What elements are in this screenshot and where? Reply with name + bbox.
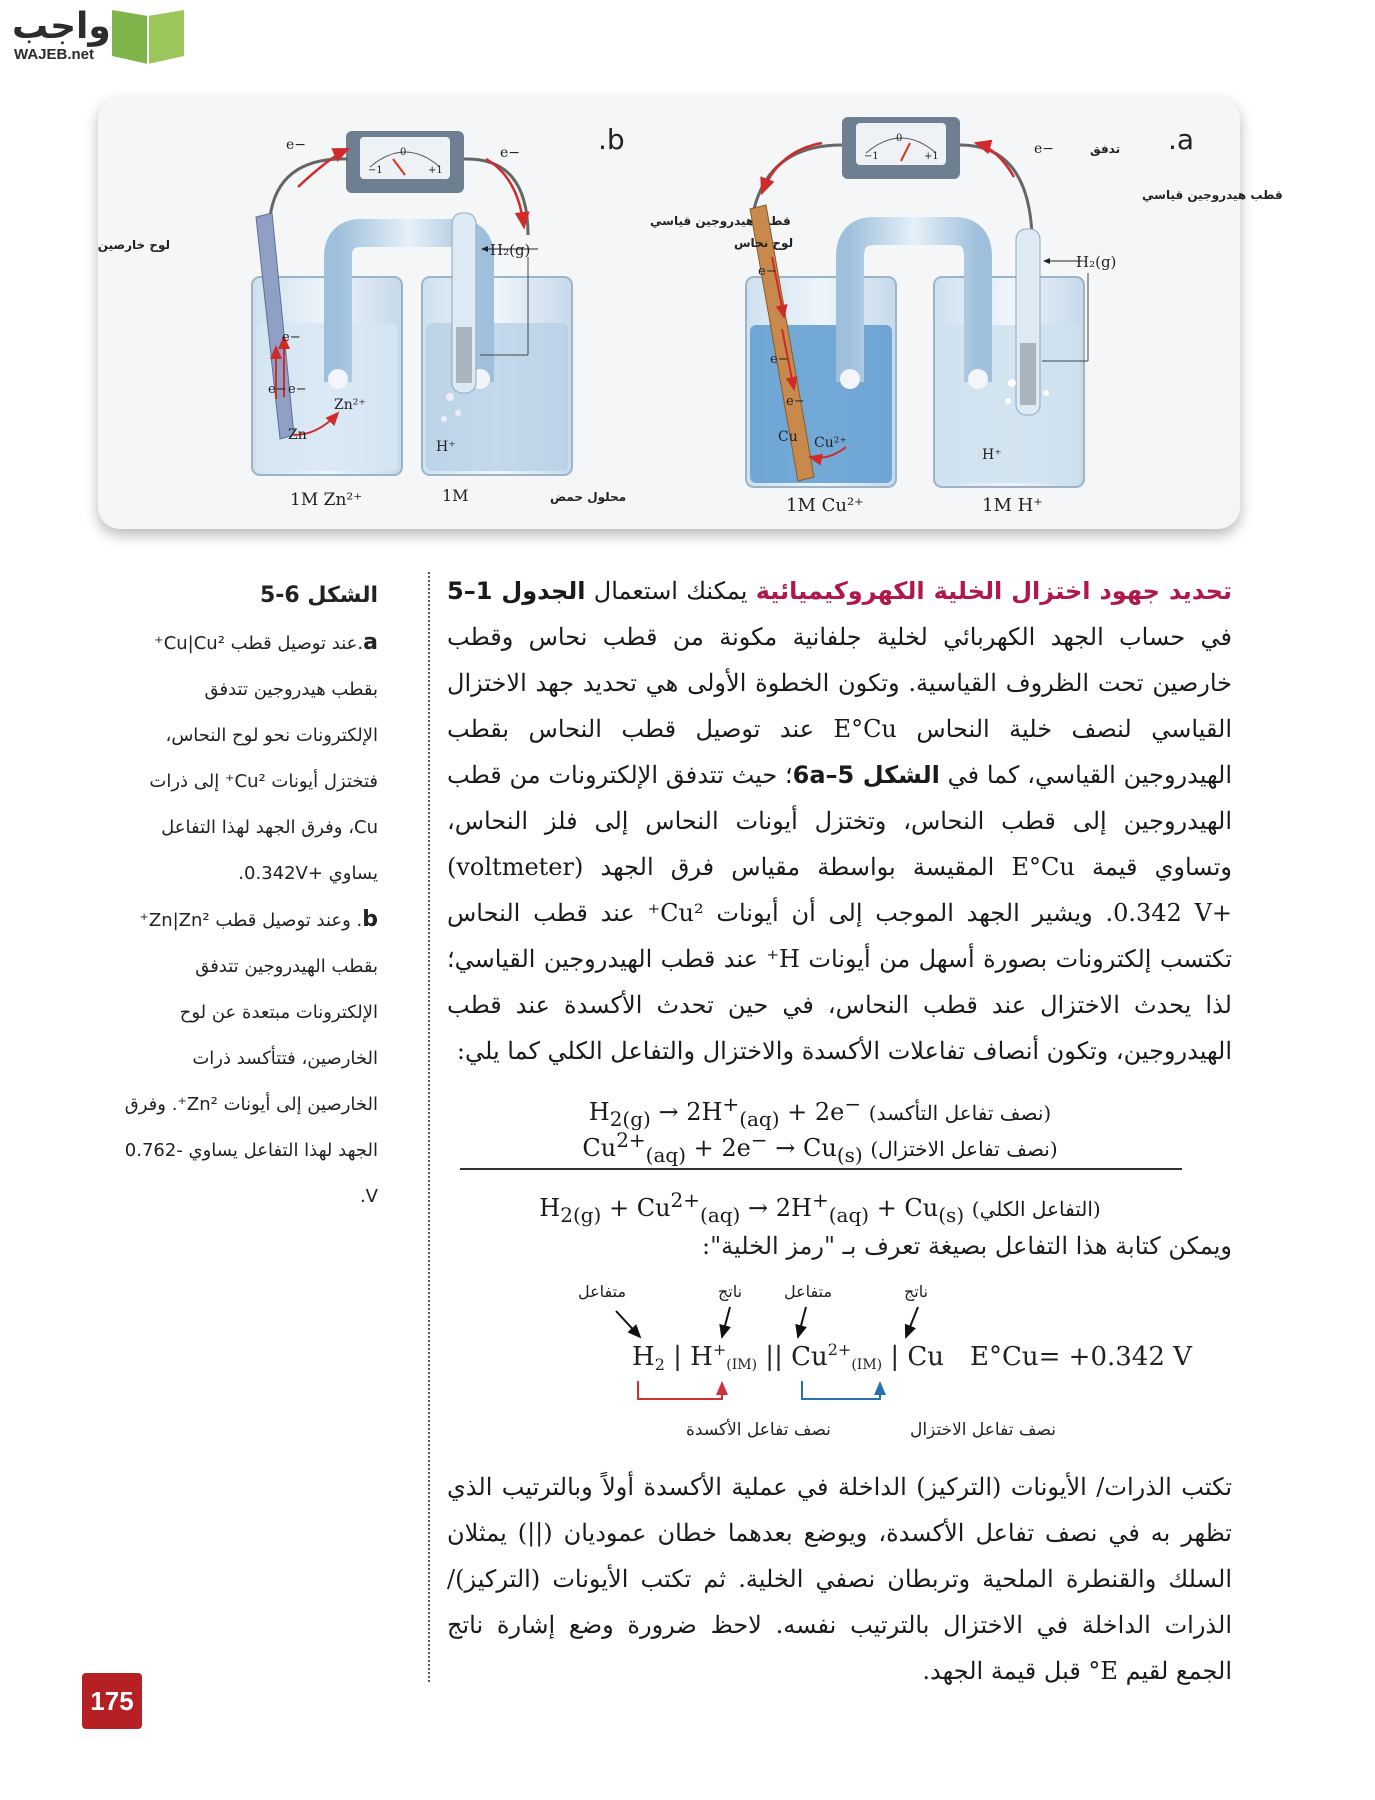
column-divider (428, 572, 430, 1682)
cell-notation-diagram (540, 1275, 1192, 1459)
meter-a-right: +1 (924, 151, 939, 162)
oxidation-half-label: نصف تفاعل الأكسدة (686, 1420, 831, 1440)
reduction-equation: $Cu^{2+}_{(aq)} + 2e^- \to Cu_{(s)}$ (نصف تفاعل الاختزال) (582, 1128, 1058, 1167)
b-e-2: e− (268, 382, 287, 397)
meter-b-left: −1 (368, 165, 383, 176)
b-solution-left: 1M Zn²⁺ (290, 490, 363, 510)
b-ion-h: H⁺ (436, 439, 456, 455)
a-solution-left: 1M Cu²⁺ (786, 495, 864, 516)
oxidation-label: (نصف تفاعل التأكسد) (868, 1101, 1052, 1125)
caption-b-text: بقطب الهيدروجين تتدفق الإلكترونات مبتعدة عن لوح الخارصين، فتتأكسد ذرات الخارصين إلى أيونات Zn²⁺. وفرق الجهد لهذا التفاعل يساوي -0.762 V. (124, 956, 378, 1207)
a-copper-plate-label: لوح نحاس (734, 236, 794, 250)
a-atom-cu: Cu (778, 429, 798, 445)
b-electron-right: e− (500, 145, 521, 161)
standard-potential: E°Cu= +0.342 V (970, 1342, 1192, 1372)
caption-a-lead: .عند توصيل قطب Cu|Cu²⁺ (154, 633, 364, 654)
body-paragraph-2: تكتب الذرات/ الأيونات (التركيز) الداخلة في عملية الأكسدة أولاً وبالترتيب الذي تظهر به في نصف تفاعل الأكسدة، ويوضع بعدهما خطان عموديان (||) يمثلان السلك والقنطرة الملحية وتربطان نصفي الخلية. ثم تكتب الأيونات (التركيز)/ الذرات الداخلة في الاختزال بالترتيب نفسه. لاحظ ضرورة وضع إشارة ناتج الجمع لقيم E° قبل قيمة الجهد. (447, 1473, 1233, 1685)
panel-a-tag: .a (1168, 123, 1195, 156)
a-h2: H₂(g) (1076, 253, 1117, 271)
galvanic-cells-illustration (97, 97, 1283, 529)
caption-part-a (118, 620, 378, 897)
p1-part-c: ؛ حيث تتدفق الإلكترونات من قطب الهيدروجين إلى قطب النحاس، وتختزل أيونات النحاس إلى فلز النحاس، وتساوي قيمة E°Cu المقيسة بواسطة مقياس فرق الجهد (voltmeter) +0.342 V. ويشير الجهد الموجب إلى أن أيونات Cu²⁺ عند قطب النحاس تكتسب إلكترونات بصورة أسهل من أيونات H⁺ عند قطب الهيدروجين القياسي؛ لذا يحدث الاختزال عند قطب النحاس، في حين تحدث الأكسدة عند قطب الهيدروجين، وتكون أنصاف تفاعلات الأكسدة والاختزال والتفاعل الكلي كما يلي: (447, 761, 1233, 1065)
b-e-3: e− (288, 382, 307, 397)
body-paragraph-1 (447, 568, 1232, 1074)
label-product-2: ناتج (903, 1282, 929, 1301)
a-ion-cu: Cu²⁺ (814, 435, 847, 451)
meter-a-left: −1 (864, 151, 879, 162)
b-ion-zn: Zn²⁺ (334, 397, 366, 413)
table-reference[interactable]: الجدول 1–5 (447, 577, 586, 605)
b-electron-left: e− (286, 137, 307, 153)
b-zinc-plate-label: لوح خارصين (97, 238, 170, 252)
b-solution-right: محلول حمض (550, 490, 627, 504)
a-solution-right: 1M H⁺ (982, 495, 1043, 516)
b-atom-zn: Zn (288, 427, 307, 443)
a-e-2: e− (770, 352, 789, 367)
p1-part-b: في حساب الجهد الكهربائي لخلية جلفانية مكونة من قطب نحاس وقطب خارصين تحت الظروف القياسية. وتكون الخطوة الأولى هي تحديد جهد الاختزال القياسي لنصف خلية النحاس E°Cu عند توصيل قطب النحاس بقطب الهيدروجين القياسي، كما في (447, 623, 1233, 789)
overall-equation: $H_{2(g)} + Cu^{2+}_{(aq)} \to 2H^+_{(aq)} + Cu_{(s)}$ (التفاعل الكلي) (539, 1188, 1101, 1227)
meter-a-zero: 0 (896, 133, 903, 144)
page-number: 175 (82, 1673, 142, 1729)
caption-title: الشكل 6-5 (259, 583, 378, 608)
meter-b-zero: 0 (400, 147, 407, 158)
figure-caption (118, 578, 378, 1220)
section-heading: تحديد جهود اختزال الخلية الكهروكيميائية (755, 577, 1232, 605)
logo-site: WAJEB.net (14, 46, 95, 63)
a-e-3: e− (786, 394, 805, 409)
label-product-1: ناتج (717, 1282, 743, 1301)
equation-rule (460, 1168, 1182, 1170)
a-ion-h: H⁺ (982, 447, 1002, 463)
logo-book-icon (108, 6, 188, 70)
figure-reference[interactable]: الشكل 5–6a (792, 761, 940, 789)
a-flow-label: تدفق (1090, 142, 1121, 156)
caption-b-lead: . وعند توصيل قطب Zn|Zn²⁺ (139, 910, 363, 931)
caption-a-text: بقطب هيدروجين تتدفق الإلكترونات نحو لوح النحاس، فتختزل أيونات Cu²⁺ إلى ذرات Cu، وفرق الجهد لهذا التفاعل يساوي +0.342V. (149, 679, 378, 884)
b-e-1: e− (282, 330, 301, 345)
panel-b-tag: .b (598, 123, 625, 156)
cell-notation-intro: ويمكن كتابة هذا التفاعل بصيغة تعرف بـ "رمز الخلية": (702, 1232, 1232, 1260)
label-reactant-2: متفاعل (783, 1282, 833, 1301)
p1-part-a: يمكنك استعمال (593, 577, 748, 605)
cell-notation-formula: H2 | $H^+_{(IM)}$ || $Cu^{2+}_{(IM)}$ | Cu (632, 1340, 945, 1374)
panel-a (734, 117, 1283, 516)
reduction-half-label: نصف تفاعل الاختزال (910, 1420, 1056, 1440)
caption-a-label: a (363, 630, 378, 655)
b-solution-right-prefix: 1M (442, 486, 469, 505)
caption-part-b (118, 897, 378, 1220)
a-std-h-label: قطب هيدروجين قياسي (1142, 188, 1283, 202)
meter-b-right: +1 (428, 165, 443, 176)
b-h2: H₂(g) (490, 241, 531, 259)
overall-label: (التفاعل الكلي) (971, 1197, 1101, 1221)
oxidation-equation: $H_{2(g)} \to 2H^+_{(aq)} + 2e^-$ (نصف تفاعل التأكسد) (588, 1092, 1052, 1131)
panel-b (97, 123, 794, 510)
caption-b-label: b (362, 907, 378, 932)
label-reactant-1: متفاعل (577, 1282, 627, 1301)
a-electron-top: e− (1034, 141, 1055, 157)
b-std-h-label: قطب هيدروجين قياسي (650, 214, 791, 228)
logo-text: واجب (12, 6, 111, 47)
reduction-label: (نصف تفاعل الاختزال) (870, 1137, 1058, 1161)
figure-panel (97, 97, 1283, 529)
a-e-1: e− (758, 264, 777, 279)
